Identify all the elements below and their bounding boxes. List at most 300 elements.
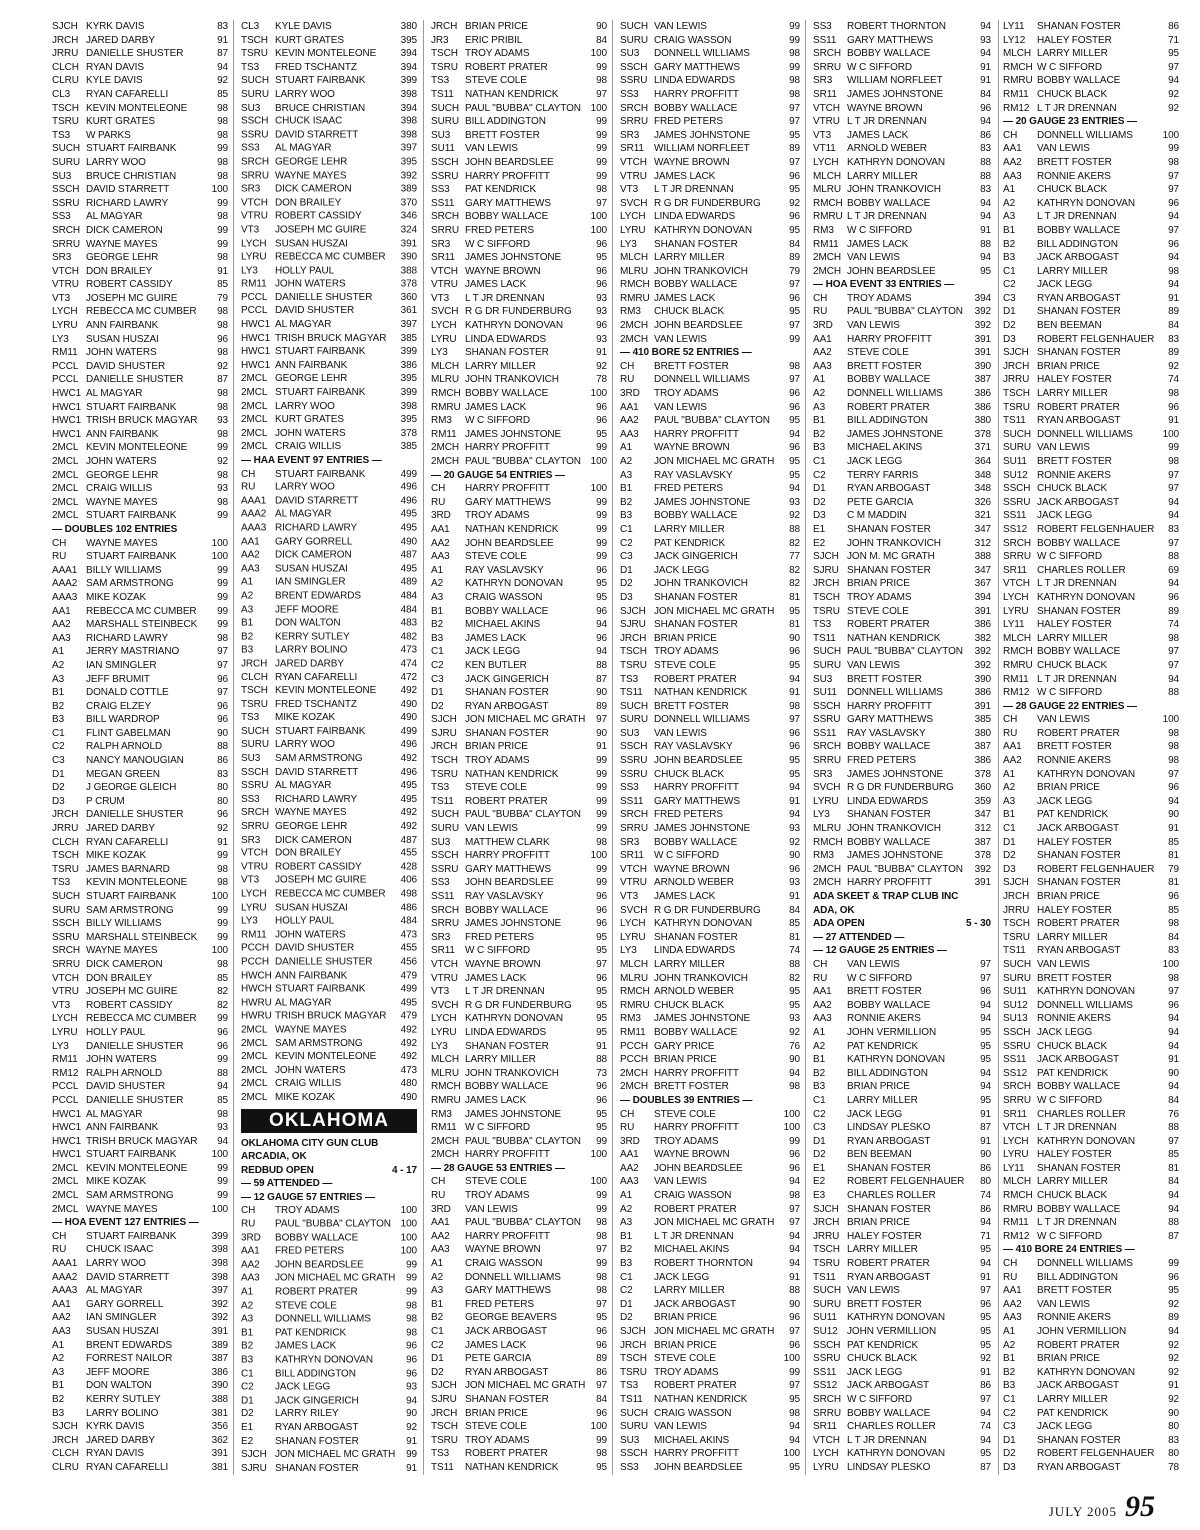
score: 86 xyxy=(1168,21,1179,32)
shooter-name: PAUL "BUBBA" CLAYTON xyxy=(465,1135,581,1147)
class-code: E3 xyxy=(813,1190,826,1202)
class-code: TS3 xyxy=(620,1380,639,1392)
shooter-name: W C SIFFORD xyxy=(1037,551,1103,563)
result-row xyxy=(431,265,607,279)
shooter-name: SAM ARMSTRONG xyxy=(275,753,363,765)
shooter-name: W C SIFFORD xyxy=(465,415,531,427)
result-row xyxy=(1003,822,1179,836)
score: 492 xyxy=(400,685,417,697)
score: 98 xyxy=(1168,156,1179,168)
score: 100 xyxy=(783,1448,800,1460)
event-dates: 5 - 30 xyxy=(966,918,991,930)
result-row xyxy=(620,1230,800,1244)
shooter-name: TROY ADAMS xyxy=(465,1434,530,1446)
score: 99 xyxy=(406,1286,417,1298)
class-code: SSCH xyxy=(620,1448,648,1460)
class-code: RMCH xyxy=(813,836,843,848)
class-code: 2MCL xyxy=(241,1051,268,1063)
score: 100 xyxy=(783,1353,800,1365)
result-row xyxy=(431,632,607,646)
score: 97 xyxy=(980,972,991,984)
class-code: AA2 xyxy=(1003,1298,1022,1310)
result-row xyxy=(52,197,228,211)
score: 99 xyxy=(596,442,607,454)
score: 97 xyxy=(1168,768,1179,780)
class-code: RU xyxy=(620,1122,635,1134)
shooter-name: HARRY PROFFITT xyxy=(847,877,932,889)
result-row xyxy=(620,469,800,483)
score: 99 xyxy=(596,795,607,807)
class-code: A3 xyxy=(813,401,826,413)
score: 394 xyxy=(400,48,417,60)
class-code: 2MCL xyxy=(52,1176,79,1188)
result-row xyxy=(1003,170,1179,184)
class-code: VTCH xyxy=(1003,1122,1030,1134)
result-row xyxy=(431,1298,607,1312)
result-row xyxy=(620,373,800,387)
shooter-name: SHANAN FOSTER xyxy=(654,931,738,943)
class-code: SURU xyxy=(431,823,459,835)
page-footer xyxy=(1049,1490,1155,1524)
shooter-name: PAUL "BUBBA" CLAYTON xyxy=(465,456,581,467)
score: 95 xyxy=(980,265,991,277)
score: 91 xyxy=(980,1135,991,1147)
shooter-name: ROBERT PRATER xyxy=(465,1448,548,1460)
shooter-name: SAM ARMSTRONG xyxy=(86,904,174,916)
shooter-name: BOBBY WALLACE xyxy=(847,48,931,60)
result-row xyxy=(241,725,417,739)
result-row xyxy=(431,1216,607,1230)
event-heading xyxy=(241,1164,417,1178)
result-row xyxy=(813,1067,991,1081)
class-code: SS11 xyxy=(813,34,837,46)
result-row xyxy=(52,537,228,551)
score: 95 xyxy=(596,1108,607,1120)
result-row xyxy=(813,577,991,591)
score: 71 xyxy=(1168,34,1179,46)
section-heading: — 27 ATTENDED — xyxy=(813,931,905,943)
shooter-name: VAN LEWIS xyxy=(654,333,707,345)
class-code: SS3 xyxy=(620,782,639,794)
class-code: RMRU xyxy=(813,211,843,223)
shooter-name: VAN LEWIS xyxy=(654,1176,707,1188)
shooter-name: CRAIG WILLIS xyxy=(86,483,153,495)
score: 99 xyxy=(217,143,228,155)
result-row xyxy=(813,115,991,129)
shooter-name: BOBBY WALLACE xyxy=(1037,1081,1121,1093)
score: 394 xyxy=(400,102,417,114)
shooter-name: JOHN BEARDSLEE xyxy=(275,1259,364,1271)
column-divider xyxy=(612,20,613,1475)
class-code: RM11 xyxy=(52,1054,78,1066)
shooter-name: ROBERT PRATER xyxy=(847,401,930,413)
score: 92 xyxy=(980,1353,991,1365)
shooter-name: BOBBY WALLACE xyxy=(465,1081,549,1093)
shooter-name: ROBERT FELGENHAUER xyxy=(1037,523,1155,535)
score: 492 xyxy=(400,1024,417,1036)
result-row xyxy=(52,577,228,591)
result-row xyxy=(241,494,417,508)
class-code: LYRU xyxy=(1003,605,1029,617)
shooter-name: RICHARD LAWRY xyxy=(86,197,169,209)
shooter-name: ROBERT PRATER xyxy=(1037,401,1120,413)
class-code: LYRU xyxy=(431,333,457,345)
score: 100 xyxy=(211,537,228,549)
score: 88 xyxy=(596,1054,607,1066)
class-code: SS3 xyxy=(431,877,450,889)
score: 99 xyxy=(217,591,228,603)
class-code: C1 xyxy=(1003,823,1016,835)
class-code: RM11 xyxy=(241,278,267,290)
shooter-name: WAYNE BROWN xyxy=(654,156,730,168)
score: 97 xyxy=(1168,170,1179,182)
score: 312 xyxy=(974,537,991,549)
shooter-name: JAMES LACK xyxy=(275,1340,337,1352)
class-code: B2 xyxy=(52,700,65,712)
class-code: TSRU xyxy=(813,1258,840,1270)
score: 96 xyxy=(596,972,607,984)
score: 95 xyxy=(596,999,607,1011)
class-code: MLCH xyxy=(1003,48,1031,60)
class-code: AA3 xyxy=(1003,170,1022,182)
score: 99 xyxy=(596,768,607,780)
shooter-name: BILLY WILLIAMS xyxy=(86,564,162,576)
shooter-name: TROY ADAMS xyxy=(275,1205,340,1217)
shooter-name: SHANAN FOSTER xyxy=(275,1435,359,1447)
score: 397 xyxy=(400,319,417,331)
result-row xyxy=(813,1135,991,1149)
shooter-name: JOHN BEARDSLEE xyxy=(654,1162,743,1174)
result-row xyxy=(813,88,991,102)
score: 74 xyxy=(789,945,800,957)
result-row xyxy=(241,901,417,915)
result-row xyxy=(1003,740,1179,754)
result-row xyxy=(241,223,417,237)
result-row xyxy=(813,1108,991,1122)
class-code: SRRU xyxy=(431,224,459,236)
class-code: MLCH xyxy=(620,252,648,264)
score: 97 xyxy=(1168,224,1179,236)
class-code: MLRU xyxy=(620,972,648,984)
result-row xyxy=(1003,156,1179,170)
class-code: SR11 xyxy=(1003,564,1027,576)
class-code: E2 xyxy=(813,1176,826,1188)
shooter-name: BRETT FOSTER xyxy=(654,360,729,372)
class-code: VTCH xyxy=(52,972,79,984)
shooter-name: W PARKS xyxy=(86,129,131,141)
class-code: E1 xyxy=(813,1162,826,1174)
class-code: AA2 xyxy=(431,1230,450,1242)
score: 98 xyxy=(596,1448,607,1460)
score: 91 xyxy=(1168,823,1179,835)
page-number: 95 xyxy=(1125,1490,1155,1523)
result-row xyxy=(620,1121,800,1135)
result-row xyxy=(620,537,800,551)
score: 381 xyxy=(211,1461,228,1473)
class-code: SS11 xyxy=(1003,510,1027,522)
result-row xyxy=(1003,142,1179,156)
shooter-name: HARRY PROFFITT xyxy=(847,333,932,345)
shooter-name: BOBBY WALLACE xyxy=(654,836,738,848)
result-row xyxy=(813,849,991,863)
result-row xyxy=(52,142,228,156)
shooter-name: R G DR FUNDERBURG xyxy=(654,197,761,209)
class-code: SRRU xyxy=(813,755,841,767)
shooter-name: LINDA EDWARDS xyxy=(465,333,547,345)
result-row xyxy=(620,523,800,537)
score: 386 xyxy=(974,388,991,400)
column-divider xyxy=(998,20,999,1475)
class-code: TSCH xyxy=(620,646,647,658)
shooter-name: PAUL "BUBBA" CLAYTON xyxy=(847,306,963,318)
shooter-name: RAY VASLAVSKY xyxy=(654,469,733,481)
class-code: CH xyxy=(431,1176,446,1188)
class-code: SS12 xyxy=(1003,1067,1028,1079)
class-code: HWCH xyxy=(241,969,272,981)
column-divider xyxy=(805,20,806,1475)
shooter-name: W C SIFFORD xyxy=(847,224,913,236)
shooter-name: NATHAN KENDRICK xyxy=(847,632,941,644)
result-row xyxy=(813,564,991,578)
result-row xyxy=(1003,1230,1179,1244)
score: 395 xyxy=(400,373,417,385)
class-code: B1 xyxy=(52,687,65,699)
shooter-name: BOBBY WALLACE xyxy=(465,211,549,223)
result-row xyxy=(1003,673,1179,687)
score: 473 xyxy=(400,1064,417,1076)
result-row xyxy=(813,808,991,822)
score: 86 xyxy=(980,1162,991,1174)
result-row xyxy=(813,713,991,727)
result-row xyxy=(1003,1012,1179,1026)
result-row xyxy=(241,1394,417,1408)
shooter-name: SHANAN FOSTER xyxy=(1037,850,1121,862)
result-row xyxy=(1003,20,1179,34)
shooter-name: FORREST NAILOR xyxy=(86,1353,173,1365)
result-row xyxy=(241,142,417,156)
shooter-name: MIKE KOZAK xyxy=(86,591,147,603)
result-row xyxy=(1003,210,1179,224)
score: 96 xyxy=(980,1298,991,1310)
score: 96 xyxy=(789,401,800,413)
result-row xyxy=(813,1175,991,1189)
result-row xyxy=(813,455,991,469)
score: 100 xyxy=(211,1203,228,1215)
shooter-name: HARRY PROFFITT xyxy=(465,442,550,454)
result-row xyxy=(620,591,800,605)
class-code: CH xyxy=(813,958,828,970)
score: 98 xyxy=(1168,727,1179,739)
shooter-name: RYAN CAFARELLI xyxy=(86,1461,169,1473)
class-code: B1 xyxy=(620,1230,633,1242)
result-row xyxy=(241,1091,417,1105)
result-row xyxy=(431,47,607,61)
score: 90 xyxy=(1168,809,1179,821)
result-row xyxy=(620,700,800,714)
class-code: VT3 xyxy=(813,129,832,141)
result-row xyxy=(1003,1298,1179,1312)
result-row xyxy=(52,1053,228,1067)
shooter-name: W C SIFFORD xyxy=(465,945,531,957)
score: 98 xyxy=(789,1190,800,1202)
result-row xyxy=(620,238,800,252)
result-row xyxy=(52,360,228,374)
class-code: D3 xyxy=(1003,1461,1016,1473)
class-code: LY3 xyxy=(52,1040,69,1052)
class-code: LYCH xyxy=(813,1448,839,1460)
class-code: TS3 xyxy=(620,673,639,685)
result-row xyxy=(813,1216,991,1230)
shooter-name: JAMES JOHNSTONE xyxy=(654,496,751,508)
shooter-name: AL MAGYAR xyxy=(275,509,332,521)
class-code: RU xyxy=(1003,1271,1018,1283)
shooter-name: WAYNE MAYES xyxy=(86,496,158,508)
score: 99 xyxy=(596,1434,607,1446)
score: 399 xyxy=(400,387,417,399)
score: 97 xyxy=(789,102,800,114)
result-row xyxy=(241,1435,417,1449)
score: 95 xyxy=(789,184,800,196)
result-row xyxy=(1003,1216,1179,1230)
shooter-name: GEORGE LEHR xyxy=(86,469,159,481)
class-code: RM11 xyxy=(620,1026,646,1038)
score: 87 xyxy=(1168,1230,1179,1242)
class-code: PCCH xyxy=(620,1040,648,1052)
class-code: RM11 xyxy=(1003,1217,1029,1229)
shooter-name: ANN FAIRBANK xyxy=(86,428,159,440)
class-code: LYCH xyxy=(52,306,78,318)
section-heading: — HOA EVENT 33 ENTRIES — xyxy=(813,279,955,291)
shooter-name: PAT KENDRICK xyxy=(1037,809,1109,821)
shooter-name: W C SIFFORD xyxy=(1037,1230,1103,1242)
shooter-name: JOSEPH MC GUIRE xyxy=(86,292,178,304)
shooter-name: STUART FAIRBANK xyxy=(86,551,177,563)
result-row xyxy=(52,1420,228,1434)
score: 97 xyxy=(789,320,800,332)
shooter-name: JAMES JOHNSTONE xyxy=(847,88,944,100)
score: 391 xyxy=(974,333,991,345)
shooter-name: W C SIFFORD xyxy=(847,972,913,984)
result-row xyxy=(52,482,228,496)
score: 388 xyxy=(974,551,991,563)
result-row xyxy=(813,673,991,687)
score: 94 xyxy=(596,646,607,658)
shooter-name: REBECCA MC CUMBER xyxy=(86,306,197,318)
class-code: TS3 xyxy=(813,619,832,631)
score: 95 xyxy=(789,469,800,481)
class-code: CH xyxy=(241,468,256,480)
class-code: SSRU xyxy=(241,129,269,141)
score: 97 xyxy=(217,659,228,671)
class-code: A1 xyxy=(431,564,444,576)
shooter-name: BRENT EDWARDS xyxy=(86,1339,172,1351)
score: 90 xyxy=(1168,1067,1179,1079)
score: 100 xyxy=(590,388,607,400)
shooter-name: KYLE DAVIS xyxy=(86,75,143,87)
result-row xyxy=(241,752,417,766)
score: 95 xyxy=(980,1094,991,1106)
result-row xyxy=(431,1067,607,1081)
class-code: SRCH xyxy=(241,156,269,168)
shooter-name: LINDA EDWARDS xyxy=(654,75,736,87)
score: 490 xyxy=(400,536,417,548)
score: 99 xyxy=(596,551,607,563)
score: 100 xyxy=(400,1245,417,1257)
class-code: B2 xyxy=(813,428,826,440)
result-row xyxy=(241,739,417,753)
shooter-name: HARRY PROFFITT xyxy=(654,428,739,440)
shooter-name: REBECCA MC CUMBER xyxy=(86,605,197,617)
class-code: B2 xyxy=(1003,1366,1016,1378)
class-code: E1 xyxy=(813,523,826,535)
shooter-name: BRIAN PRICE xyxy=(654,1339,717,1351)
shooter-name: RYAN CAFARELLI xyxy=(86,88,169,100)
shooter-name: JACK GINGERICH xyxy=(275,1395,359,1407)
shooter-name: STEVE COLE xyxy=(465,1176,527,1188)
result-row xyxy=(431,20,607,34)
shooter-name: DONNELL WILLIAMS xyxy=(275,1313,371,1325)
result-row xyxy=(1003,373,1179,387)
shooter-name: DONNELL WILLIAMS xyxy=(654,48,750,60)
class-code: A2 xyxy=(241,590,254,602)
score: 96 xyxy=(596,1326,607,1337)
result-row xyxy=(431,509,607,523)
class-code: CH xyxy=(1003,129,1018,141)
class-code: 2MCL xyxy=(241,1037,268,1049)
result-row xyxy=(1003,1379,1179,1393)
class-code: AA3 xyxy=(241,563,260,575)
score: 98 xyxy=(596,75,607,87)
class-code: 2MCL xyxy=(52,496,79,508)
class-code: SSCH xyxy=(813,1339,841,1351)
result-row xyxy=(52,265,228,279)
score: 95 xyxy=(980,1244,991,1256)
score: 455 xyxy=(400,847,417,859)
score: 94 xyxy=(789,1258,800,1270)
score: 95 xyxy=(789,1461,800,1473)
shooter-name: JACK LEGG xyxy=(1037,795,1093,807)
class-code: C2 xyxy=(52,741,65,753)
result-row xyxy=(620,170,800,184)
shooter-name: W C SIFFORD xyxy=(465,238,531,250)
score: 99 xyxy=(596,537,607,549)
class-code: VTRU xyxy=(620,170,647,182)
result-row xyxy=(813,1393,991,1407)
score: 78 xyxy=(1168,1461,1179,1473)
shooter-name: FLINT GABELMAN xyxy=(86,727,171,739)
class-code: SVCH xyxy=(620,904,648,916)
score: 100 xyxy=(590,48,607,60)
score: 96 xyxy=(596,605,607,617)
result-row xyxy=(1003,509,1179,523)
shooter-name: ROBERT PRATER xyxy=(465,61,548,73)
score: 98 xyxy=(1168,456,1179,467)
class-code: TS3 xyxy=(241,61,260,73)
score: 97 xyxy=(1168,659,1179,671)
result-row xyxy=(431,781,607,795)
shooter-name: LARRY MILLER xyxy=(847,1094,918,1106)
shooter-name: SUSAN HUSZAI xyxy=(275,563,348,575)
score: 97 xyxy=(596,1380,607,1392)
shooter-name: BOBBY WALLACE xyxy=(847,741,931,753)
shooter-name: FRED PETERS xyxy=(465,1298,534,1310)
class-code: HWRU xyxy=(241,1010,272,1022)
class-code: 2MCL xyxy=(52,456,79,467)
shooter-name: BILL ADDINGTON xyxy=(275,1367,356,1379)
result-row xyxy=(620,183,800,197)
score: 388 xyxy=(211,1393,228,1405)
result-row xyxy=(52,1175,228,1189)
